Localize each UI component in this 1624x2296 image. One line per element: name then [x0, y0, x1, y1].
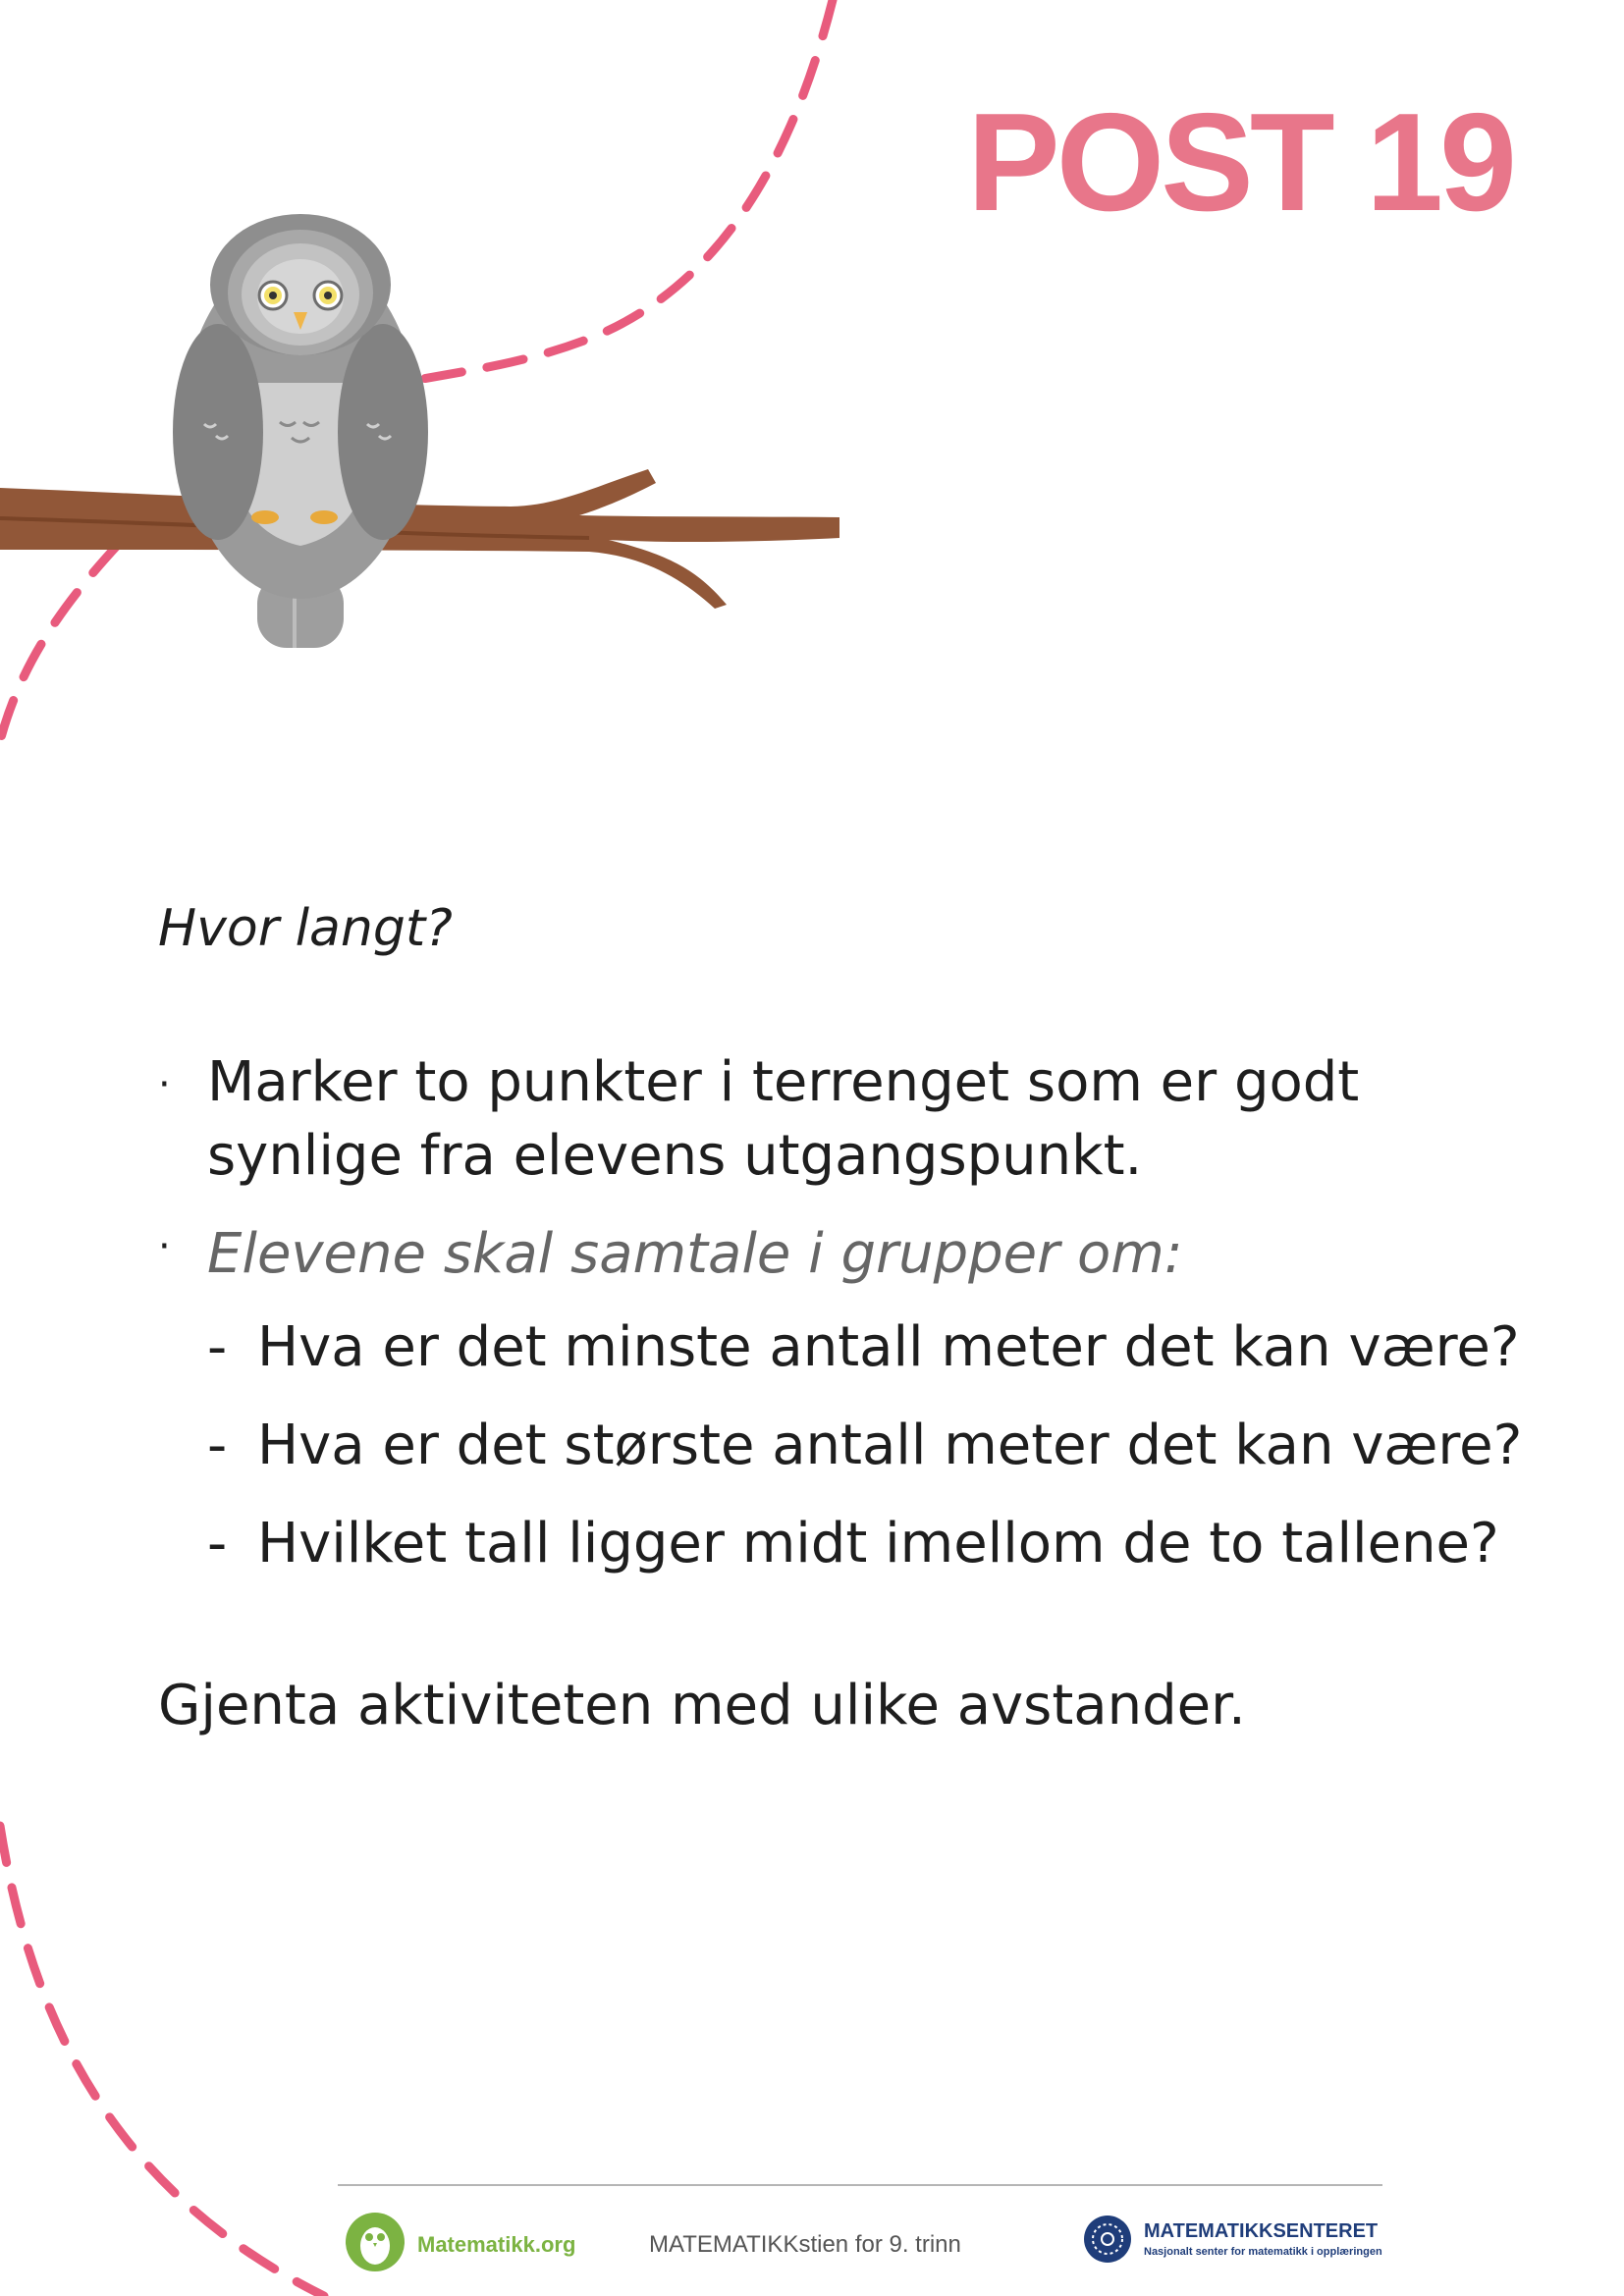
matematikksenteret-logo-icon — [1083, 2215, 1132, 2264]
footer-center-text: MATEMATIKKstien for 9. trinn — [649, 2231, 961, 2258]
subitem-marker: - — [207, 1414, 228, 1477]
subitem-marker: - — [207, 1512, 228, 1575]
footer-left-logo-text: Matematikk.org — [417, 2232, 576, 2257]
closing-text: Gjenta aktiviteten med ulike avstander. — [158, 1674, 1246, 1737]
post-title: POST 19 — [967, 84, 1514, 240]
subitem-marker: - — [207, 1315, 228, 1379]
bullet-1-line-2: synlige fra elevens utgangspunkt. — [207, 1124, 1143, 1188]
footer-divider — [338, 2184, 1382, 2186]
bullet-marker: · — [158, 1062, 171, 1107]
subitem-1: Hva er det minste antall meter det kan være? — [257, 1315, 1520, 1379]
subitem-3: Hvilket tall ligger midt imellom de to tallene? — [257, 1512, 1499, 1575]
bullet-marker: · — [158, 1224, 171, 1269]
bullet-2-text: Elevene skal samtale i grupper om: — [207, 1222, 1183, 1286]
subitem-2: Hva er det største antall meter det kan være? — [257, 1414, 1523, 1477]
page-subtitle: Hvor langt? — [158, 899, 453, 958]
matematikk-org-logo-icon — [344, 2211, 406, 2273]
footer-right-logo-subtitle: Nasjonalt senter for matematikk i opplæringen — [1144, 2246, 1382, 2258]
bullet-1-line-1: Marker to punkter i terrenget som er godt — [207, 1050, 1360, 1114]
owl-illustration — [173, 214, 428, 648]
footer-right-logo-title: MATEMATIKKSENTERET — [1144, 2220, 1379, 2242]
